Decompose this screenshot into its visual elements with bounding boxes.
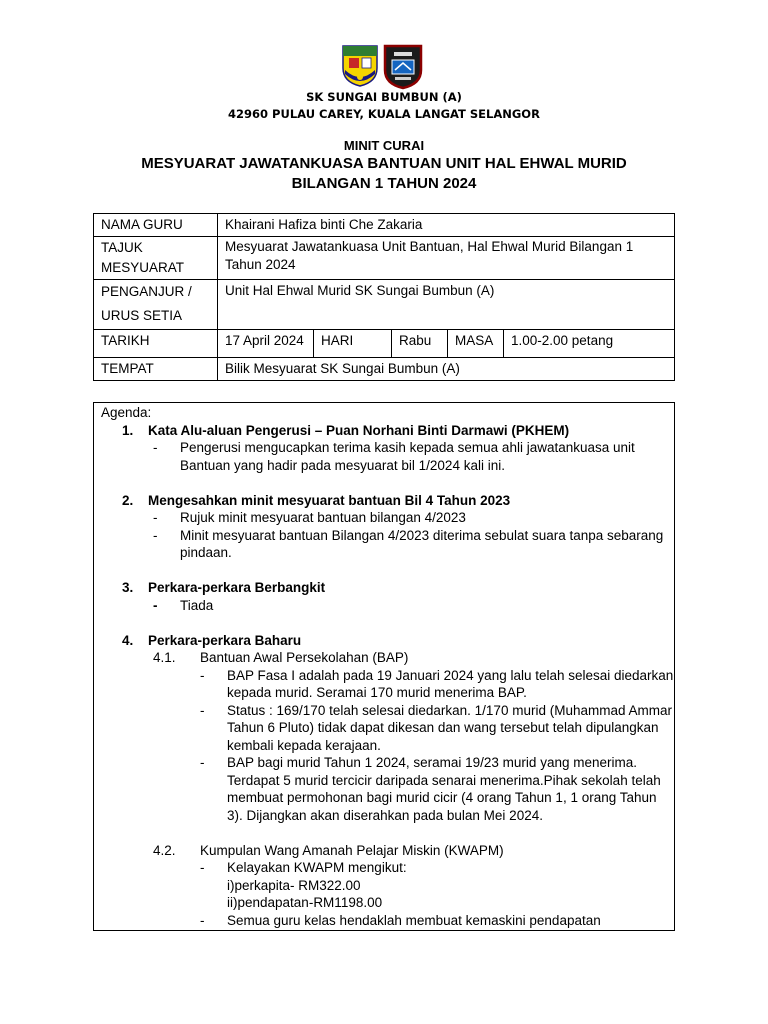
dash-bullet-icon: - <box>153 440 158 455</box>
masa-label: MASA <box>448 330 504 358</box>
item-title: Perkara-perkara Baharu <box>148 632 302 648</box>
list-item <box>200 754 674 824</box>
item-title: Perkara-perkara Berbangkit <box>148 580 326 595</box>
school-address: 42960 PULAU CAREY, KUALA LANGAT SELANGOR <box>228 107 540 121</box>
list-item <box>200 859 674 877</box>
tajuk-label: TAJUK MESYUARAT <box>94 237 218 280</box>
table-row <box>94 214 675 237</box>
dash-bullet-icon: - <box>200 702 205 718</box>
logo-group <box>341 44 423 95</box>
dash-bullet-icon: - <box>200 755 205 770</box>
table-row <box>94 330 675 358</box>
list-item <box>153 527 674 562</box>
item-title: Kata Alu-aluan Pengerusi – Puan Norhani Binti Darmawi (PKHEM) <box>148 422 570 438</box>
masa-value: 1.00-2.00 petang <box>504 330 675 358</box>
dash-bullet-icon: - <box>153 527 158 543</box>
item-number: 1. <box>122 422 134 438</box>
document-title-line2: BILANGAN 1 TAHUN 2024 <box>291 175 477 192</box>
tempat-label: TEMPAT <box>94 358 218 381</box>
tarikh-value: 17 April 2024 <box>218 330 314 358</box>
table-row <box>94 280 675 330</box>
tarikh-label: TARIKH <box>94 330 218 358</box>
school-crest-icon <box>341 44 379 95</box>
dash-bullet-icon: - <box>200 912 205 928</box>
criteria-line: ii)pendapatan-RM1198.00 <box>227 895 383 910</box>
penganjur-value: Unit Hal Ehwal Murid SK Sungai Bumbun (A) <box>218 280 675 330</box>
sub-item-4-2 <box>153 842 674 860</box>
bullet-text: Status : 169/170 telah selesai diedarkan. 1/170 murid (Muhammad Ammar Tahun 6 Pluto) tidak dapat dikesan dan wang tersebut telah dipulangkan kembali kepada kerajaan. <box>227 702 672 753</box>
list-item <box>153 509 674 527</box>
sub-item-number: 4.1. <box>153 650 176 665</box>
agenda-label: Agenda: <box>101 405 152 420</box>
bullet-text: BAP Fasa I adalah pada 19 Januari 2024 yang lalu telah selesai diedarkan kepada murid. Seramai 170 murid menerima BAP. <box>227 667 674 700</box>
sub-item-number: 4.2. <box>153 842 176 858</box>
dash-bullet-icon: - <box>153 597 158 613</box>
document-title <box>0 154 768 194</box>
bullet-text: BAP bagi murid Tahun 1 2024, seramai 19/23 murid yang menerima. Terdapat 5 murid tercicir daripada senarai menerima.Pihak sekolah telah membuat permohonan bagi murid cicir (4 orang Tahun 1, 1 orang Tahun 3). Dijangkan akan diserahkan pada bulan Mei 2024. <box>227 755 661 823</box>
sub-item-title: Bantuan Awal Persekolahan (BAP) <box>200 650 409 665</box>
school-name: SK SUNGAI BUMBUN (A) <box>306 90 462 104</box>
school-shield-icon <box>383 44 423 95</box>
sub-item-4-1 <box>153 649 674 667</box>
item-number: 3. <box>122 580 134 595</box>
list-item <box>200 702 674 755</box>
list-item <box>153 597 674 615</box>
document-title-line1: MESYUARAT JAWATANKUASA BANTUAN UNIT HAL EHWAL MURID <box>141 155 627 172</box>
hari-value: Rabu <box>392 330 448 358</box>
penganjur-label: PENGANJUR / URUS SETIA <box>94 280 218 330</box>
document-type: MINIT CURAI <box>343 138 425 153</box>
list-item <box>153 439 674 474</box>
list-item <box>200 667 674 702</box>
tempat-value: Bilik Mesyuarat SK Sungai Bumbun (A) <box>218 358 675 381</box>
agenda-item-4 <box>122 632 674 650</box>
bullet-text: Tiada <box>180 597 214 613</box>
agenda-item-2 <box>122 492 674 510</box>
sub-item-title: Kumpulan Wang Amanah Pelajar Miskin (KWAPM) <box>200 842 504 858</box>
bullet-text: Rujuk minit mesyuarat bantuan bilangan 4/2023 <box>180 510 466 525</box>
agenda-item-3 <box>122 579 674 597</box>
table-row <box>94 358 675 381</box>
nama-guru-label: NAMA GURU <box>94 214 218 237</box>
meeting-info-table <box>93 213 675 381</box>
agenda-box <box>93 402 675 931</box>
item-number: 4. <box>122 632 134 648</box>
nama-guru-value: Khairani Hafiza binti Che Zakaria <box>218 214 675 237</box>
dash-bullet-icon: - <box>200 860 205 875</box>
item-title: Mengesahkan minit mesyuarat bantuan Bil 4 Tahun 2023 <box>148 492 511 508</box>
bullet-text: Semua guru kelas hendaklah membuat kemaskini pendapatan <box>227 912 601 928</box>
dash-bullet-icon: - <box>153 510 158 525</box>
bullet-text: Pengerusi mengucapkan terima kasih kepada semua ahli jawatankuasa unit Bantuan yang hadir pada mesyuarat bil 1/2024 kali ini. <box>180 440 635 473</box>
dash-bullet-icon: - <box>200 667 205 683</box>
tajuk-value: Mesyuarat Jawatankuasa Unit Bantuan, Hal Ehwal Murid Bilangan 1 Tahun 2024 <box>218 237 675 280</box>
bullet-text: Minit mesyuarat bantuan Bilangan 4/2023 diterima sebulat suara tanpa sebarang pindaan. <box>180 527 664 560</box>
bullet-text: Kelayakan KWAPM mengikut: <box>227 860 407 875</box>
table-row <box>94 237 675 280</box>
agenda-item-1 <box>122 422 674 440</box>
hari-label: HARI <box>314 330 392 358</box>
criteria-line: i)perkapita- RM322.00 <box>227 877 361 893</box>
list-item <box>200 912 674 930</box>
item-number: 2. <box>122 492 134 508</box>
